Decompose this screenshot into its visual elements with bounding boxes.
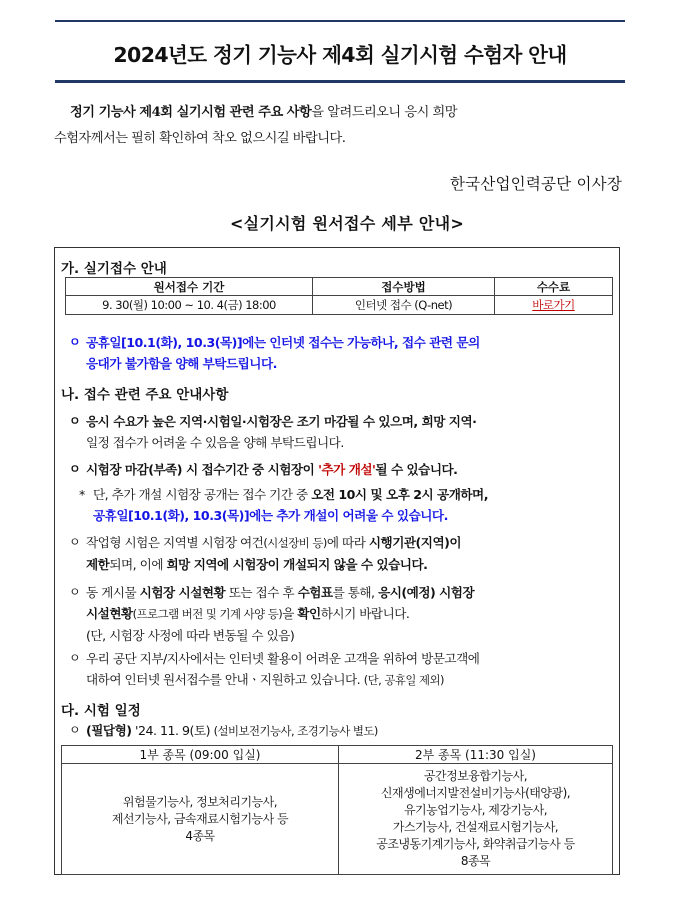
item3-line2-bold2: 희망 지역에 시험장이 개설되지 않을 수 있습니다.	[166, 557, 428, 572]
item4-line3: (단, 시험장 사정에 따라 변동될 수 있음)	[86, 628, 295, 643]
part2-line: 유기농업기능사, 제강기능사,	[403, 803, 548, 817]
bullet: ㅇ	[69, 335, 81, 349]
item4-bold3: 응시(예정) 시험장	[378, 585, 475, 600]
item1-line1: 응시 수요가 높은 지역·시험일·시험장은 조기 마감될 수 있으며, 희망 지역·	[86, 414, 477, 429]
part2-line: 8종목	[460, 854, 491, 868]
bullet: ㅇ	[69, 414, 81, 428]
note-item	[79, 484, 617, 526]
part2-line: 가스기능사, 건설재료시험기능사,	[392, 820, 559, 834]
bullet: ㅇ	[69, 462, 81, 476]
notice-item-3	[69, 532, 617, 575]
schedule-item	[69, 720, 617, 742]
col-header-method: 접수방법	[313, 278, 495, 296]
item3-small: (시설장비 등)	[263, 536, 327, 550]
subtitle: <실기시험 원서접수 세부 안내>	[229, 214, 465, 233]
notice-item-5	[69, 648, 617, 691]
notice-item-2	[69, 459, 617, 480]
cell-fee	[495, 296, 613, 315]
page-title: 2024년도 정기 기능사 제4회 실기시험 수험자 안내	[113, 43, 567, 67]
item4-text-c: 를 통해,	[332, 585, 379, 600]
note-text-a: 단, 추가 개설 시험장 공개는 접수 기간 중	[93, 487, 312, 502]
item2-highlight: '추가 개설'	[318, 462, 376, 477]
title-bottom-rule	[55, 80, 625, 83]
part2-line: 신재생에너지발전설비기능사(태양광),	[380, 786, 571, 800]
item3-bold: 시행기관(지역)이	[368, 535, 462, 550]
item3-line2-bold1: 제한	[86, 557, 110, 572]
cell-part1-list	[62, 764, 339, 875]
item5-line1: 우리 공단 지부/지사에서는 인터넷 활용이 어려운 고객을 위하여 방문고객에	[86, 651, 480, 666]
part1-line: 제선기능사, 금속재료시험기능사 등	[111, 811, 289, 826]
part1-line: 위험물기능사, 정보처리기능사,	[122, 794, 278, 809]
note-bold: 오전 10시 및 오후 2시 공개하며,	[311, 487, 489, 502]
item4-text-a: 동 게시물	[86, 585, 140, 600]
note-star: *	[79, 487, 85, 502]
part2-line: 공간정보융합기능사,	[423, 769, 528, 783]
section-a-heading: 가. 실기접수 안내	[61, 261, 167, 277]
col-header-part1: 1부 종목 (09:00 입실)	[62, 746, 339, 764]
item4-bold1: 시험장 시설현황	[139, 585, 226, 600]
signature: 한국산업인력공단 이사장	[449, 175, 622, 193]
schedule-table	[61, 745, 613, 875]
holiday-notice-line1: 공휴일[10.1(화), 10.3(목)]에는 인터넷 접수는 가능하나, 접수 관련 문의	[86, 335, 480, 350]
intro-line2: 수험자께서는 필히 확인하여 착오 없으시길 바랍니다.	[54, 131, 346, 146]
item5-line2: 대하여 인터넷 원서접수를 안내ㆍ지원하고 있습니다.	[86, 672, 361, 687]
cell-period: 9. 30(월) 10:00 ~ 10. 4(금) 18:00	[66, 296, 313, 315]
application-table	[65, 277, 613, 315]
notice-item-4	[69, 582, 617, 646]
intro-line1-rest: 을 알려드리오니 응시 희망	[311, 105, 458, 120]
notice-item-1	[69, 411, 617, 453]
info-box	[54, 247, 620, 875]
cell-part2-list	[339, 764, 613, 875]
item4-line2-text-a: 을	[282, 606, 298, 621]
note-line2: 공휴일[10.1(화), 10.3(목)]에는 추가 개설이 어려울 수 있습니다.	[93, 508, 448, 523]
part1-line: 4종목	[185, 828, 215, 843]
item4-line2-bold2: 확인	[297, 606, 321, 621]
item2-text-b: 될 수 있습니다.	[375, 462, 458, 477]
col-header-period: 원서접수 기간	[66, 278, 313, 296]
item4-text-b: 또는 접수 후	[225, 585, 298, 600]
item2-text-a: 시험장 마감(부족) 시 접수기간 중 시험장이	[86, 462, 319, 477]
schedule-small: (설비보전기능사, 조경기능사 별도)	[213, 724, 378, 738]
holiday-notice	[69, 332, 617, 374]
section-c-heading: 다. 시험 일정	[61, 703, 141, 719]
bullet: ㅇ	[69, 651, 81, 665]
bullet: ㅇ	[69, 535, 81, 549]
col-header-part2: 2부 종목 (11:30 입실)	[339, 746, 613, 764]
intro-bold: 정기 기능사 제4회 실기시험 관련 주요 사항	[70, 105, 312, 120]
schedule-date: '24. 11. 9(토)	[131, 723, 214, 738]
item4-line2-bold: 시설현황	[86, 606, 133, 621]
item4-line2-text-b: 하시기 바랍니다.	[320, 606, 410, 621]
section-b-heading: 나. 접수 관련 주요 안내사항	[61, 387, 229, 403]
bullet: ㅇ	[69, 723, 81, 737]
title-block	[55, 20, 625, 83]
fee-shortcut-link[interactable]: 바로가기	[532, 298, 575, 312]
item3-text-b: 에 따라	[326, 535, 369, 550]
item4-line2-small: (프로그램 버전 및 기계 사양 등)	[132, 607, 283, 621]
item3-line2-text: 되며, 이에	[109, 557, 167, 572]
col-header-fee: 수수료	[495, 278, 613, 296]
bullet: ㅇ	[69, 585, 81, 599]
item1-line2: 일정 접수가 어려울 수 있음을 양해 부탁드립니다.	[86, 435, 344, 450]
item5-small: (단, 공휴일 제외)	[363, 673, 444, 687]
part2-line: 공조냉동기계기능사, 화약취급기능사 등	[376, 837, 575, 851]
schedule-bold: (필답형)	[86, 723, 132, 738]
holiday-notice-line2: 응대가 불가함을 양해 부탁드립니다.	[86, 356, 277, 371]
cell-method: 인터넷 접수 (Q-net)	[313, 296, 495, 315]
item4-bold2: 수험표	[297, 585, 333, 600]
item3-text-a: 작업형 시험은 지역별 시험장 여건	[86, 535, 264, 550]
intro-paragraph	[54, 100, 630, 152]
